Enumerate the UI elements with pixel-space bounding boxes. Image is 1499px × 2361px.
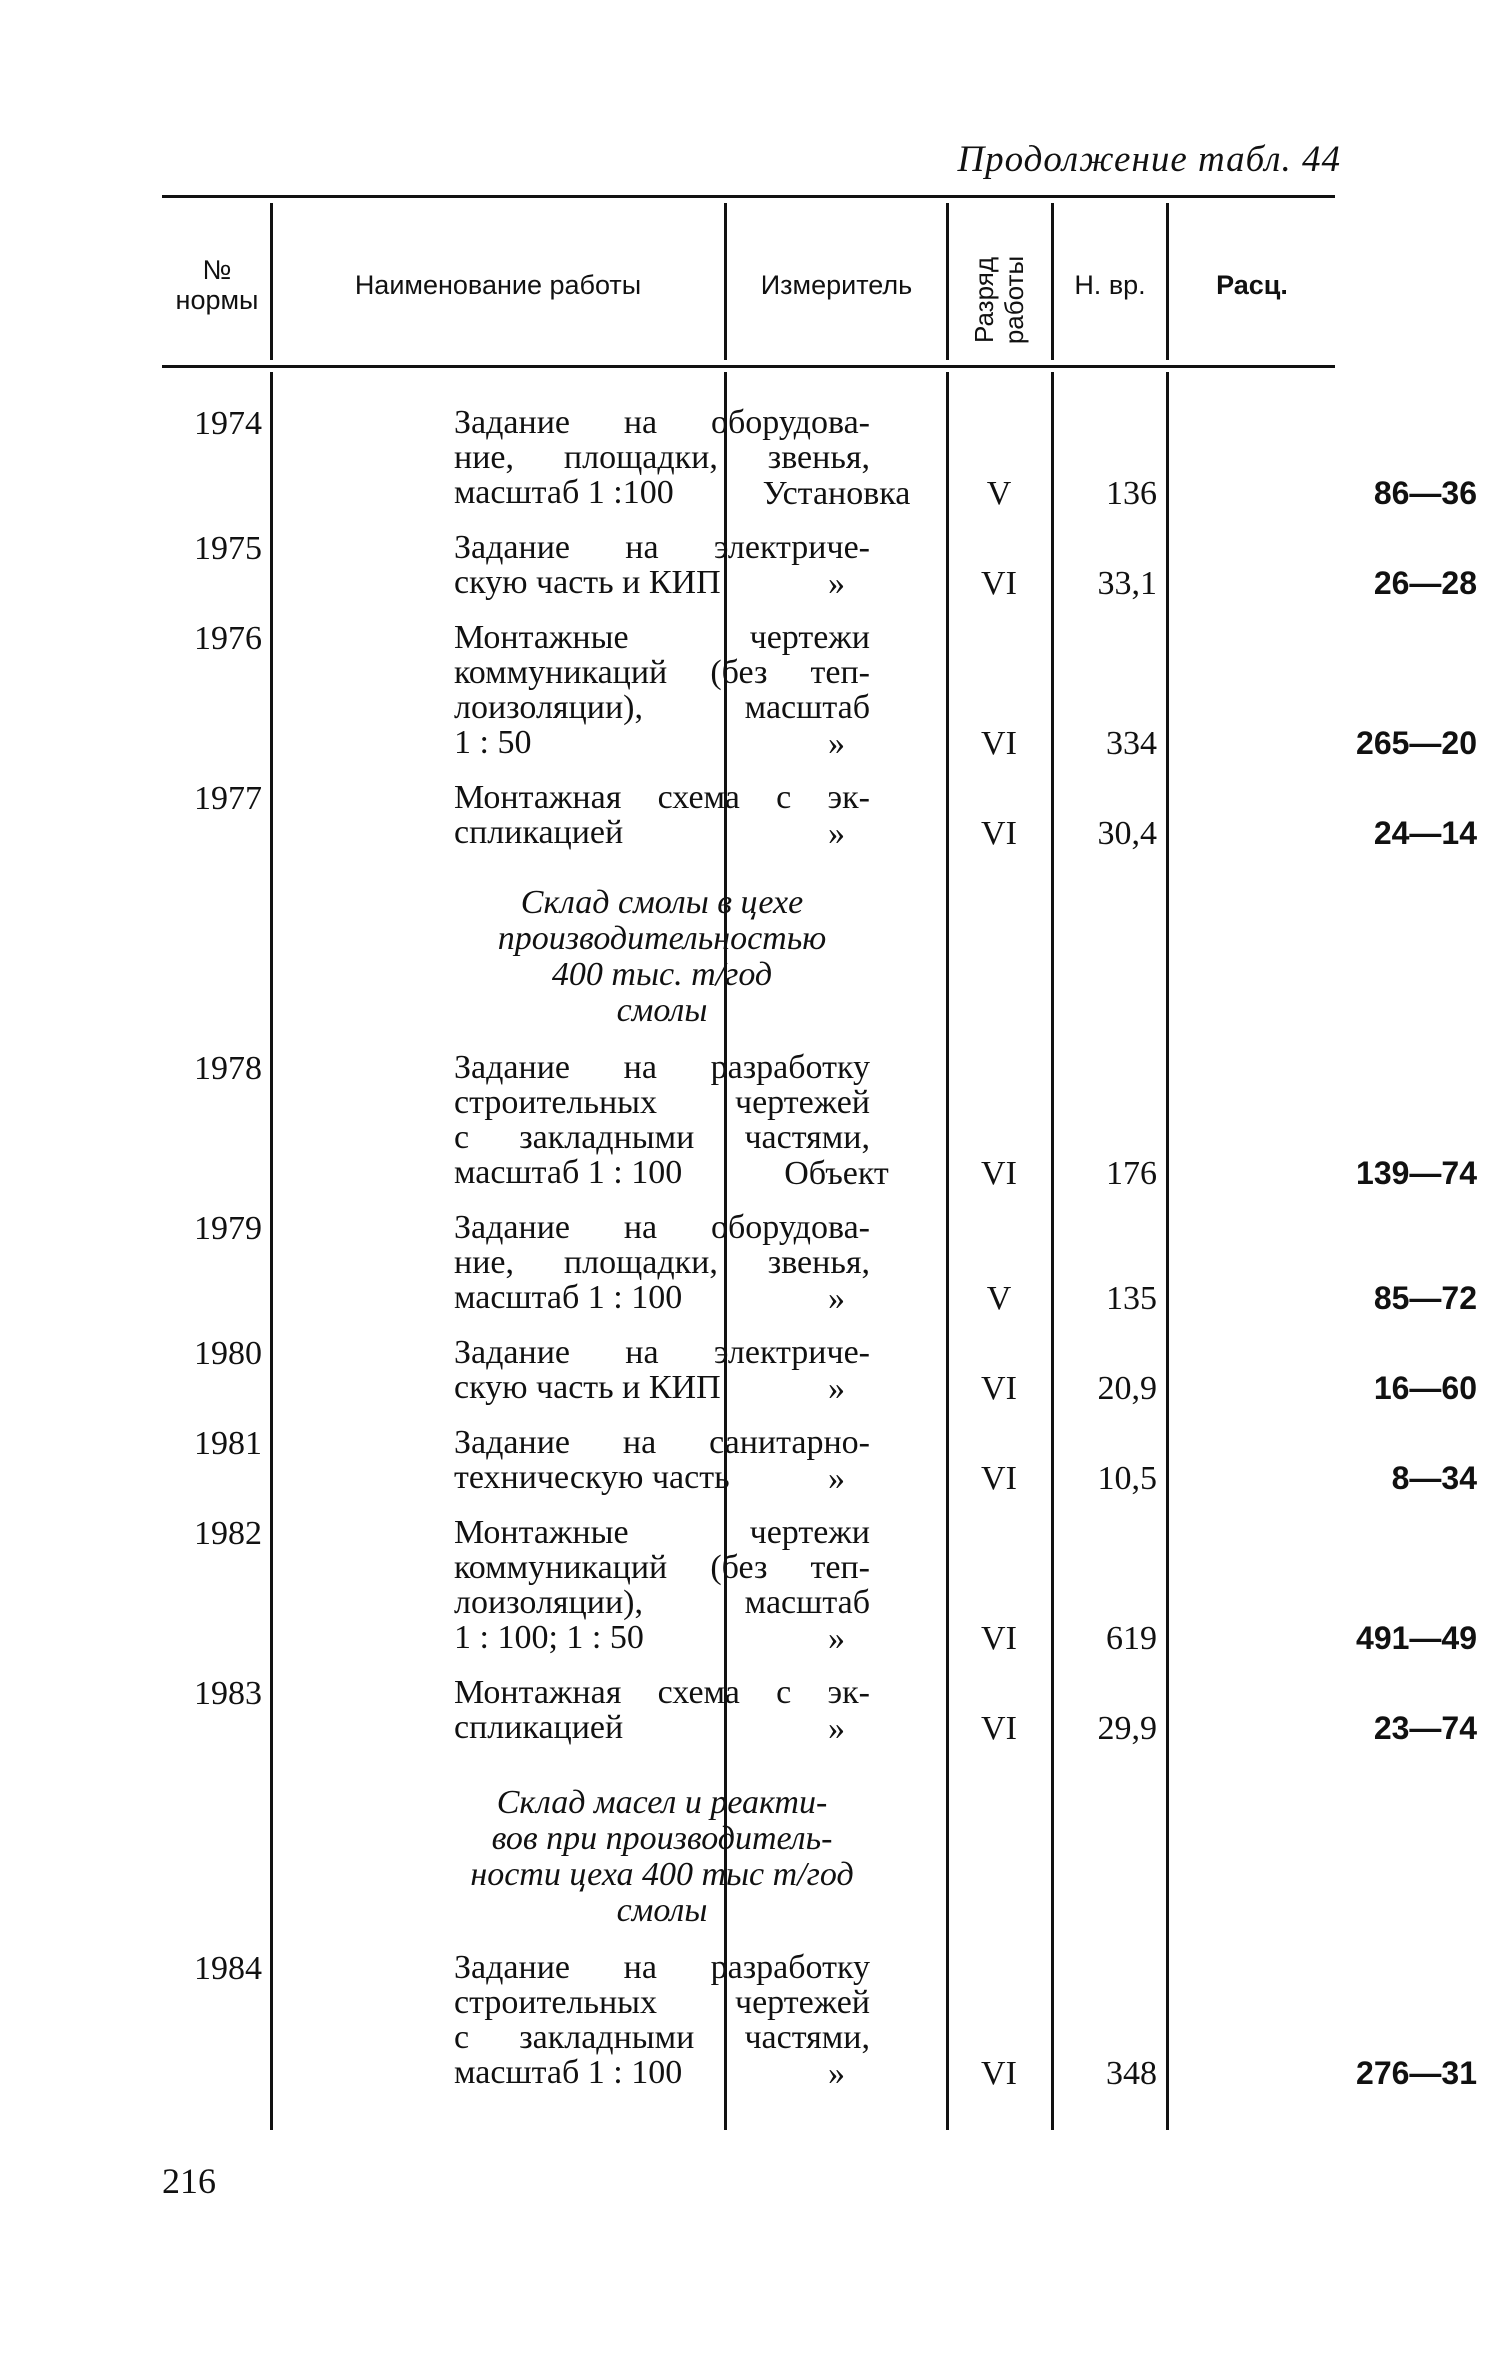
rate: 16—60 xyxy=(1373,1370,1477,1406)
work-name-line: Задание на разработку xyxy=(454,1049,870,1086)
work-name-line: с закладными частями, xyxy=(454,1119,870,1156)
work-rank: VI xyxy=(981,1710,1017,1747)
rate: 85—72 xyxy=(1373,1280,1477,1316)
rate: 26—28 xyxy=(1373,565,1477,601)
measure: » xyxy=(828,815,845,852)
section-heading-line: смолы xyxy=(616,1892,708,1929)
time-norm: 10,5 xyxy=(1097,1460,1157,1497)
work-name-line: с закладными частями, xyxy=(454,2019,870,2056)
rate: 491—49 xyxy=(1356,1620,1477,1656)
work-name-line: Задание на электриче- xyxy=(454,529,870,566)
header-work-rank xyxy=(949,245,1049,355)
table-header-rule xyxy=(162,365,1335,368)
work-name-line: масштаб 1 :100 xyxy=(454,474,674,511)
work-name-line: масштаб 1 : 100 xyxy=(454,1154,683,1191)
work-name-line: скую часть и КИП xyxy=(454,1369,721,1406)
norm-number: 1979 xyxy=(194,1210,262,1247)
time-norm: 30,4 xyxy=(1097,815,1157,852)
time-norm: 348 xyxy=(1106,2055,1157,2092)
work-name-line: ние, площадки, звенья, xyxy=(454,439,870,476)
measure: » xyxy=(828,1460,845,1497)
work-name-line: спликацией xyxy=(454,814,624,851)
section-heading-line: смолы xyxy=(616,992,708,1029)
section-heading-line: ности цеха 400 тыс т/год xyxy=(470,1856,854,1893)
rate: 139—74 xyxy=(1356,1155,1477,1191)
work-name-line: техническую часть xyxy=(454,1459,730,1496)
work-name-line: строительных чертежей xyxy=(454,1084,870,1121)
header-work-rank-label: Разряд работы xyxy=(969,255,1029,345)
work-name-line: Монтажные чертежи xyxy=(454,1514,870,1551)
work-name-line: Монтажная схема с эк- xyxy=(454,779,870,816)
rate: 265—20 xyxy=(1356,725,1477,761)
work-name-line: Монтажная схема с эк- xyxy=(454,1674,870,1711)
time-norm: 33,1 xyxy=(1097,565,1157,602)
time-norm: 619 xyxy=(1106,1620,1157,1657)
work-name-line: Задание на оборудова- xyxy=(454,404,870,441)
norm-number: 1980 xyxy=(194,1335,262,1372)
measure: » xyxy=(828,565,845,602)
work-name-line: 1 : 100; 1 : 50 xyxy=(454,1619,644,1656)
work-name-line: коммуникаций (без теп- xyxy=(454,1549,870,1586)
work-name-line: строительных чертежей xyxy=(454,1984,870,2021)
norm-number: 1976 xyxy=(194,620,262,657)
column-divider xyxy=(1166,372,1169,2130)
header-measure: Измеритель xyxy=(760,270,913,300)
work-name-line: Задание на электриче- xyxy=(454,1334,870,1371)
column-divider xyxy=(1051,372,1054,2130)
work-name-line: 1 : 50 xyxy=(454,724,532,761)
work-name-line: лоизоляции), масштаб xyxy=(454,689,870,726)
work-name-line: ние, площадки, звенья, xyxy=(454,1244,870,1281)
norm-number: 1978 xyxy=(194,1050,262,1087)
rate: 86—36 xyxy=(1373,475,1477,511)
section-heading-line: вов при производитель- xyxy=(491,1820,833,1857)
work-name-line: Задание на оборудова- xyxy=(454,1209,870,1246)
measure: Установка xyxy=(762,475,911,512)
norm-number: 1975 xyxy=(194,530,262,567)
work-rank: VI xyxy=(981,1460,1017,1497)
measure: » xyxy=(828,1280,845,1317)
work-rank: VI xyxy=(981,1155,1017,1192)
section-heading-text xyxy=(454,885,870,1029)
work-name-line: Задание на разработку xyxy=(454,1949,870,1986)
measure: » xyxy=(828,1370,845,1407)
work-rank: V xyxy=(986,475,1012,512)
page-number: 216 xyxy=(162,2161,216,2201)
rate: 23—74 xyxy=(1373,1710,1477,1746)
work-name-line: масштаб 1 : 100 xyxy=(454,1279,683,1316)
header-norm-number-label: нормы xyxy=(175,285,259,315)
work-rank: V xyxy=(986,1280,1012,1317)
header-norm-number xyxy=(162,255,272,315)
work-rank: VI xyxy=(981,815,1017,852)
time-norm: 136 xyxy=(1106,475,1157,512)
norm-number: 1974 xyxy=(194,405,262,442)
section-heading-line: Склад смолы в цехе xyxy=(520,884,804,921)
rate: 24—14 xyxy=(1373,815,1477,851)
section-heading-line: производительностью xyxy=(497,920,827,957)
work-name-line: Монтажные чертежи xyxy=(454,619,870,656)
work-name-line: спликацией xyxy=(454,1709,624,1746)
measure: » xyxy=(828,1710,845,1747)
work-name-line: масштаб 1 : 100 xyxy=(454,2054,683,2091)
work-name-line: лоизоляции), масштаб xyxy=(454,1584,870,1621)
measure: » xyxy=(828,725,845,762)
norm-number: 1982 xyxy=(194,1515,262,1552)
column-divider xyxy=(946,372,949,2130)
measure: » xyxy=(828,2055,845,2092)
work-rank: VI xyxy=(981,725,1017,762)
norm-number: 1977 xyxy=(194,780,262,817)
time-norm: 20,9 xyxy=(1097,1370,1157,1407)
section-heading-line: 400 тыс. т/год xyxy=(551,956,773,993)
work-rank: VI xyxy=(981,1620,1017,1657)
header-norm-number-sign: № xyxy=(202,255,232,285)
measure: » xyxy=(828,1620,845,1657)
norm-number: 1983 xyxy=(194,1675,262,1712)
table-caption: Продолжение табл. 44 xyxy=(957,139,1341,180)
measure: Объект xyxy=(784,1155,889,1192)
time-norm: 135 xyxy=(1106,1280,1157,1317)
header-work-name: Наименование работы xyxy=(354,270,642,300)
time-norm: 29,9 xyxy=(1097,1710,1157,1747)
section-heading-line: Склад масел и реакти- xyxy=(496,1784,828,1821)
header-rate: Расц. xyxy=(1216,270,1288,300)
norm-number: 1984 xyxy=(194,1950,262,1987)
work-rank: VI xyxy=(981,2055,1017,2092)
work-rank: VI xyxy=(981,1370,1017,1407)
table-top-rule xyxy=(162,195,1335,198)
time-norm: 334 xyxy=(1106,725,1157,762)
header-time-norm: Н. вр. xyxy=(1074,270,1146,300)
time-norm: 176 xyxy=(1106,1155,1157,1192)
rate: 8—34 xyxy=(1391,1460,1477,1496)
work-name-line: скую часть и КИП xyxy=(454,564,721,601)
work-rank: VI xyxy=(981,565,1017,602)
column-divider xyxy=(270,372,273,2130)
section-heading-text xyxy=(454,1785,870,1929)
work-name-line: Задание на санитарно- xyxy=(454,1424,870,1461)
work-name-line: коммуникаций (без теп- xyxy=(454,654,870,691)
rate: 276—31 xyxy=(1356,2055,1477,2091)
norm-number: 1981 xyxy=(194,1425,262,1462)
